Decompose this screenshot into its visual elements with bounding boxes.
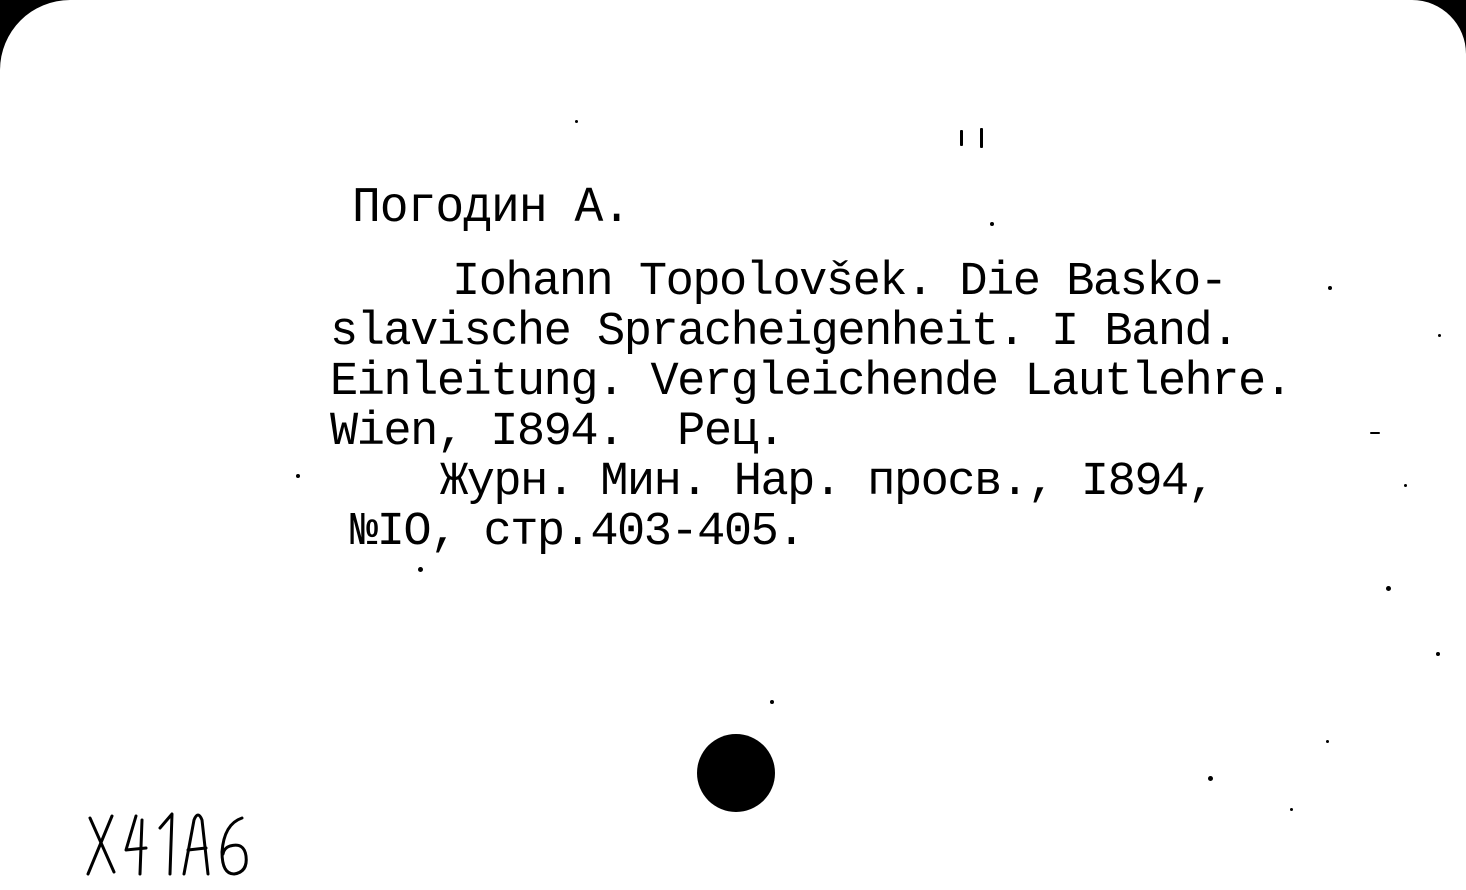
entry-line-3: Einleitung. Vergleichende Lautlehre. <box>330 356 1292 409</box>
speck <box>575 120 578 123</box>
speck <box>1438 334 1441 337</box>
speck <box>1436 652 1440 656</box>
entry-line-4: Wien, I894. Рец. <box>330 406 784 459</box>
speck <box>1404 484 1407 487</box>
speck <box>1386 586 1391 591</box>
entry-line-1: Iohann Topolovšek. Die Basko- <box>452 256 1227 309</box>
speck <box>770 700 774 704</box>
speck <box>296 474 300 478</box>
speck <box>418 567 423 572</box>
speck <box>1208 776 1213 781</box>
speck <box>1370 432 1380 434</box>
speck <box>980 128 983 148</box>
speck <box>1290 808 1293 811</box>
speck <box>1328 286 1332 290</box>
entry-line-2: slavische Spracheigenheit. I Band. <box>330 306 1238 359</box>
entry-line-5: Журн. Мин. Нар. просв., I894, <box>440 456 1215 509</box>
handwritten-shelfmark <box>80 802 270 882</box>
speck <box>990 222 994 226</box>
speck <box>1326 740 1329 743</box>
speck <box>960 130 963 146</box>
punch-hole <box>697 734 775 812</box>
entry-line-6: №IO, стр.403-405. <box>350 506 804 559</box>
card-author: Погодин А. <box>352 180 631 237</box>
